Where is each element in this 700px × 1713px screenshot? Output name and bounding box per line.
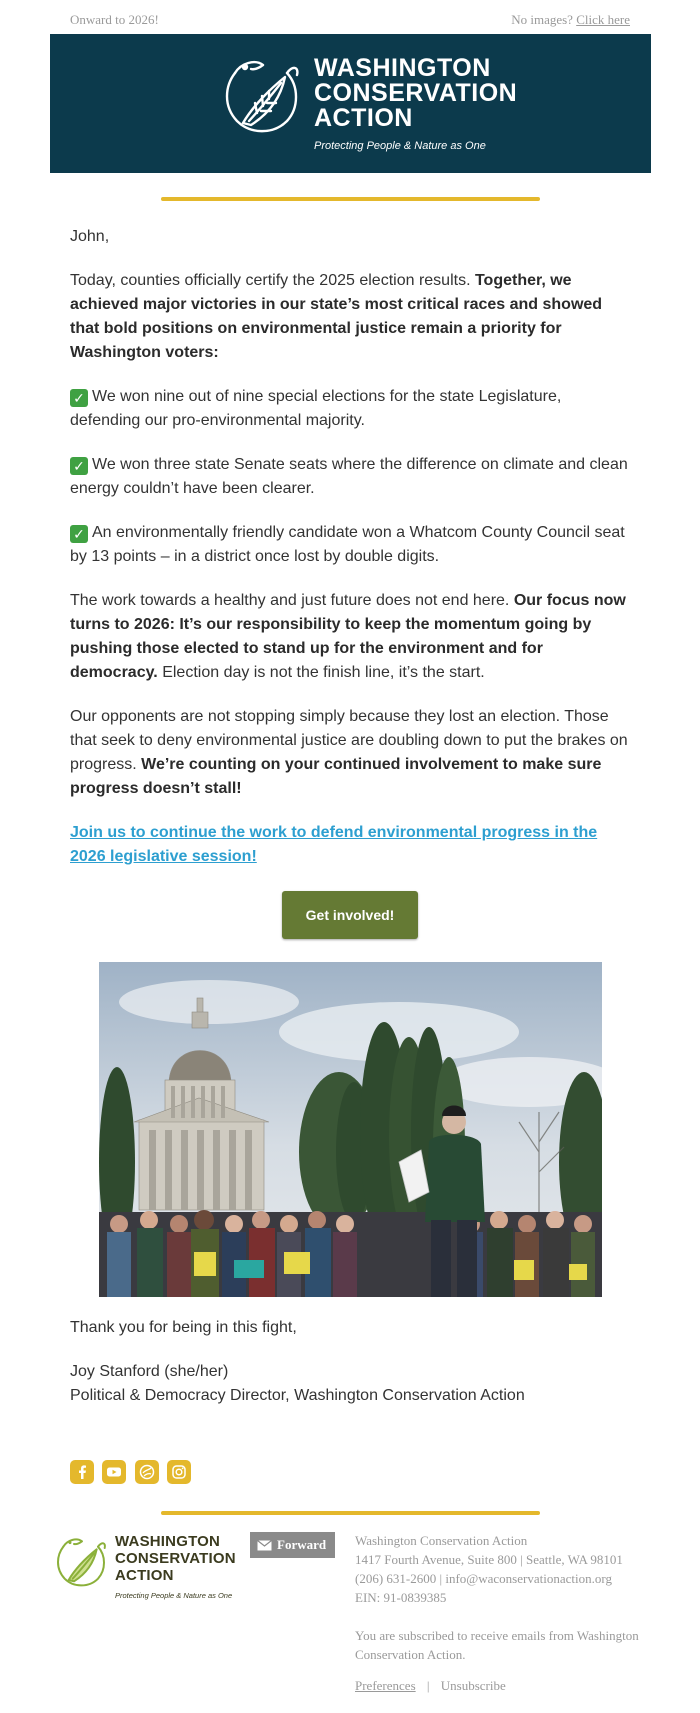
website-icon[interactable] [135,1460,159,1484]
focus-bold: Our focus now turns to 2026: It’s our responsibility to keep the momentum going by pushing those elected to stand up for the environment and for democracy. [70,592,626,681]
preferences-link[interactable]: Preferences [355,1678,416,1693]
footer-address-line: Washington Conservation Action [355,1533,528,1548]
opponents-bold: We’re counting on your continued involvement to make sure progress doesn’t stall! [70,756,602,797]
check-item [70,521,635,569]
rally-photo[interactable] [99,962,602,1297]
intro-normal: Today, counties officially certify the 2025 election results. [70,272,475,289]
get-involved-button[interactable]: Get involved! [282,891,418,939]
footer-link-separator: | [426,1678,430,1693]
header-org-line: WASHINGTON [314,54,491,82]
header-org-line: CONSERVATION [314,79,518,107]
facebook-icon[interactable] [70,1460,94,1484]
focus-normal-b: Election day is not the finish line, it’s the start. [157,664,485,681]
footer-tagline: Protecting People & Nature as One [115,1591,233,1600]
focus-normal-a: The work towards a healthy and just future does not end here. [70,592,514,609]
envelope-icon [257,1540,272,1551]
instagram-icon[interactable] [167,1460,191,1484]
header-org-name [314,56,517,131]
cta-link[interactable]: Join us to continue the work to defend environmental progress in the 2026 legislative session! [70,824,598,865]
check-item-text: We won nine out of nine special elections for the state Legislature, defending our pro-environmental majority. [70,388,562,429]
unsubscribe-link[interactable]: Unsubscribe [440,1678,506,1693]
intro-bold: Together, we achieved major victories in our state’s most critical races and showed that bold positions on environmental justice remain a priority for Washington voters: [70,272,603,361]
no-images-label: No images? [511,12,573,27]
forward-label: Forward [277,1537,327,1552]
thanks-line: Thank you for being in this fight, [70,1319,297,1336]
cta-paragraph [70,821,635,869]
footer-links [355,1678,506,1694]
signer-title: Political & Democracy Director, Washington Conservation Action [70,1387,525,1404]
letter-body [70,225,635,889]
greeting: John, [70,228,110,245]
footer-logo[interactable] [50,1530,235,1610]
header-tagline: Protecting People & Nature as One [314,140,486,152]
leaf-fish-logo-icon [50,1532,110,1592]
footer-org-line: WASHINGTON [115,1533,221,1550]
youtube-icon[interactable] [102,1460,126,1484]
footer-address-line: EIN: 91-0839385 [355,1590,447,1605]
check-item [70,385,635,433]
checkmark-icon: ✓ [70,389,88,407]
header-banner[interactable] [50,34,651,173]
divider-top [161,197,540,201]
no-images-text [511,12,630,28]
subscription-notice: You are subscribed to receive emails from Washington Conservation Action. [355,1628,639,1662]
check-item [70,453,635,501]
header-org-line: ACTION [314,104,413,132]
signer-name: Joy Stanford (she/her) [70,1363,229,1380]
forward-button[interactable] [250,1532,335,1558]
opponents-normal: Our opponents are not stopping simply because they lost an election. Those that seek to deny environmental justice are doubling down to put the brakes on progress. [70,708,628,773]
checkmark-icon: ✓ [70,525,88,543]
header-org-block [314,56,517,152]
footer-org-name [115,1533,236,1584]
paragraph-opponents [70,705,635,801]
preheader [70,12,630,30]
check-item-text: An environmentally friendly candidate won a Whatcom County Council seat by 13 points – in a district once lost by double digits. [70,524,625,565]
footer-org-line: CONSERVATION [115,1550,236,1567]
divider-bottom [161,1511,540,1515]
signoff [70,1316,630,1408]
check-item-text: We won three state Senate seats where the difference on climate and clean energy couldn’t have been clearer. [70,456,628,497]
social-icons [70,1460,195,1485]
leaf-fish-logo-icon [215,51,305,141]
footer-address-line: (206) 631-2600 | info@waconservationaction.org [355,1571,612,1586]
footer-org-line: ACTION [115,1567,174,1584]
paragraph-intro [70,269,635,365]
view-online-link[interactable]: Click here [576,12,630,27]
footer-address-line: 1417 Fourth Avenue, Suite 800 | Seattle, WA 98101 [355,1552,623,1567]
checkmark-icon: ✓ [70,457,88,475]
preheader-text: Onward to 2026! [70,12,159,27]
footer-address [355,1531,655,1607]
paragraph-focus [70,589,635,685]
